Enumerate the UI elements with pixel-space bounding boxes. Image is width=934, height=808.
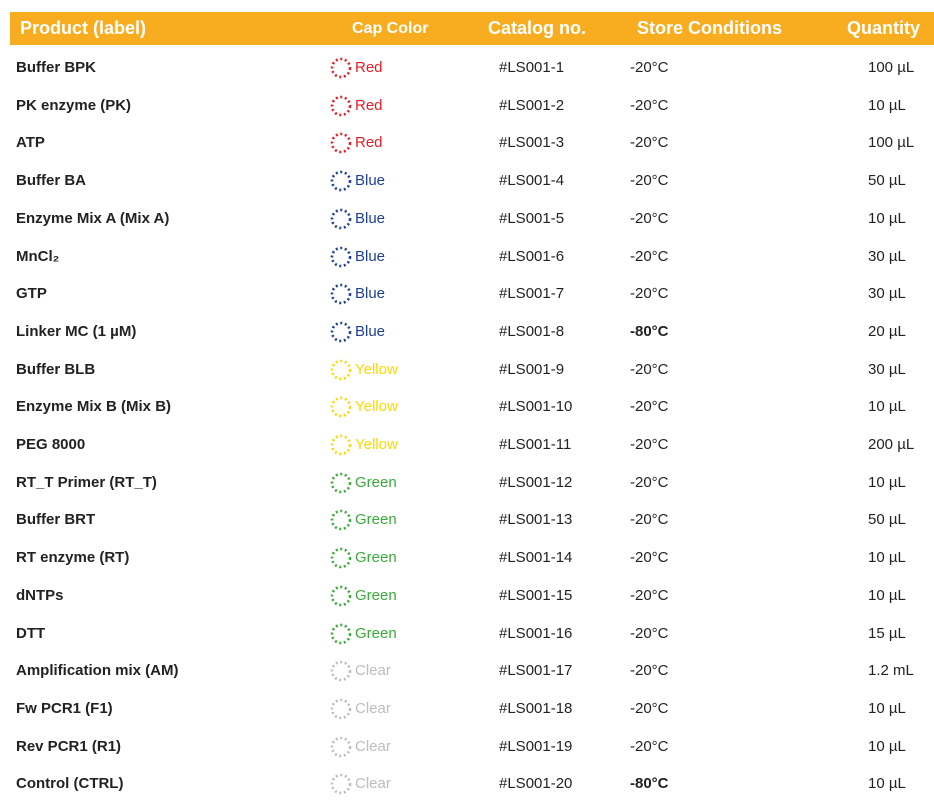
cap-color-label: Red: [355, 134, 383, 152]
quantity: 10 µL: [868, 586, 906, 604]
cap-color-label: Clear: [355, 662, 391, 680]
store-condition: -20°C: [630, 473, 669, 491]
catalog-number: #LS001-9: [499, 360, 565, 378]
quantity: 30 µL: [868, 360, 906, 378]
quantity: 10 µL: [868, 737, 906, 755]
table-row: [0, 465, 934, 501]
table-row: [0, 314, 934, 350]
quantity: 20 µL: [868, 322, 906, 340]
cap-ring-icon: [330, 359, 352, 381]
catalog-number: #LS001-15: [499, 586, 573, 604]
product-name: Enzyme Mix A (Mix A): [16, 209, 170, 227]
quantity: 50 µL: [868, 511, 906, 529]
cap-ring-icon: [330, 95, 352, 117]
cap-color-label: Yellow: [355, 436, 398, 453]
header-quantity: Quantity: [847, 18, 921, 38]
cap-ring-icon: [330, 321, 352, 343]
cap-color-label: Green: [355, 586, 397, 604]
table-row: [0, 766, 934, 802]
cap-color-label: Red: [355, 96, 383, 114]
cap-ring-icon: [330, 472, 352, 494]
store-condition: -20°C: [630, 737, 669, 755]
product-name: ATP: [16, 134, 45, 152]
cap-ring-icon: [330, 585, 352, 607]
cap-ring-icon: [330, 623, 352, 645]
catalog-number: #LS001-1: [499, 59, 565, 76]
cap-color-label: Green: [355, 473, 397, 491]
catalog-number: #LS001-14: [499, 549, 573, 567]
product-name: RT_T Primer (RT_T): [16, 473, 157, 491]
catalog-number: #LS001-2: [499, 96, 565, 114]
quantity: 10 µL: [868, 209, 906, 227]
cap-color-label: Clear: [355, 775, 391, 793]
cap-ring-icon: [330, 396, 352, 418]
cap-ring-icon: [330, 208, 352, 230]
product-name: Buffer BPK: [16, 59, 97, 76]
table-row: [0, 88, 934, 124]
table-row: [0, 352, 934, 388]
quantity: 1.2 mL: [868, 662, 914, 680]
quantity: 10 µL: [868, 398, 906, 416]
product-name: Control (CTRL): [16, 775, 124, 793]
catalog-number: #LS001-4: [499, 172, 565, 190]
quantity: 10 µL: [868, 775, 906, 793]
table-row: [0, 163, 934, 199]
catalog-number: #LS001-10: [499, 398, 573, 416]
catalog-number: #LS001-20: [499, 775, 573, 793]
table-row: [0, 502, 934, 538]
cap-color-label: Red: [355, 59, 383, 76]
product-name: DTT: [16, 624, 46, 642]
product-name: RT enzyme (RT): [16, 549, 130, 567]
catalog-number: #LS001-16: [499, 624, 573, 642]
table-row: [0, 276, 934, 312]
cap-color-label: Blue: [355, 285, 386, 303]
table-row: [0, 50, 934, 86]
quantity: 10 µL: [868, 549, 906, 567]
cap-color-label: Blue: [355, 322, 386, 340]
product-name: Amplification mix (AM): [16, 662, 179, 680]
product-name: Enzyme Mix B (Mix B): [16, 398, 172, 416]
quantity: 50 µL: [868, 172, 906, 190]
store-condition: -20°C: [630, 586, 669, 604]
catalog-number: #LS001-5: [499, 209, 565, 227]
header-catalog-no: Catalog no.: [488, 18, 586, 38]
product-name: Buffer BA: [16, 172, 86, 190]
quantity: 10 µL: [868, 96, 906, 114]
table-row: [0, 653, 934, 689]
product-name: GTP: [16, 285, 47, 303]
product-name: Buffer BLB: [16, 360, 96, 378]
product-name: Fw PCR1 (F1): [16, 699, 113, 717]
header-store-conditions: Store Conditions: [637, 18, 782, 38]
store-condition: -20°C: [630, 699, 669, 717]
cap-color-label: Clear: [355, 737, 391, 755]
cap-color-label: Blue: [355, 172, 386, 190]
product-name: Linker MC (1 µM): [16, 322, 137, 340]
table-row: [0, 729, 934, 765]
cap-ring-icon: [330, 736, 352, 758]
store-condition: -20°C: [630, 662, 669, 680]
cap-color-label: Blue: [355, 247, 386, 265]
table-row: [0, 239, 934, 275]
store-condition: -20°C: [630, 360, 669, 378]
table-header: [10, 12, 934, 45]
quantity: 10 µL: [868, 473, 906, 491]
product-name: PEG 8000: [16, 436, 86, 453]
cap-ring-icon: [330, 246, 352, 268]
table-row: [0, 427, 934, 463]
quantity: 30 µL: [868, 285, 906, 303]
store-condition: -20°C: [630, 624, 669, 642]
store-condition: -20°C: [630, 59, 669, 76]
quantity: 100 µL: [868, 134, 915, 152]
store-condition: -20°C: [630, 209, 669, 227]
catalog-number: #LS001-8: [499, 322, 565, 340]
catalog-number: #LS001-19: [499, 737, 573, 755]
cap-ring-icon: [330, 283, 352, 305]
quantity: 30 µL: [868, 247, 906, 265]
store-condition: -20°C: [630, 285, 669, 303]
cap-color-label: Green: [355, 624, 397, 642]
catalog-number: #LS001-18: [499, 699, 573, 717]
table-row: [0, 578, 934, 614]
table-row: [0, 201, 934, 237]
store-condition: -20°C: [630, 549, 669, 567]
cap-ring-icon: [330, 57, 352, 79]
table-row: [0, 125, 934, 161]
product-name: dNTPs: [16, 586, 64, 604]
cap-color-label: Green: [355, 549, 397, 567]
catalog-number: #LS001-11: [499, 436, 572, 453]
catalog-number: #LS001-13: [499, 511, 573, 529]
cap-ring-icon: [330, 434, 352, 456]
catalog-number: #LS001-6: [499, 247, 565, 265]
cap-ring-icon: [330, 698, 352, 720]
quantity: 15 µL: [868, 624, 906, 642]
store-condition: -20°C: [630, 172, 669, 190]
store-condition: -80°C: [630, 775, 669, 793]
catalog-number: #LS001-3: [499, 134, 565, 152]
cap-color-label: Yellow: [355, 398, 398, 416]
header-product: Product (label): [20, 18, 147, 38]
cap-ring-icon: [330, 773, 352, 795]
quantity: 10 µL: [868, 699, 906, 717]
store-condition: -20°C: [630, 398, 669, 416]
store-condition: -20°C: [630, 436, 669, 453]
product-name: MnCl₂: [16, 247, 60, 265]
catalog-number: #LS001-7: [499, 285, 565, 303]
quantity: 200 µL: [868, 436, 915, 453]
cap-ring-icon: [330, 547, 352, 569]
product-name: PK enzyme (PK): [16, 96, 132, 114]
cap-color-label: Green: [355, 511, 397, 529]
store-condition: -20°C: [630, 511, 669, 529]
store-condition: -20°C: [630, 134, 669, 152]
store-condition: -20°C: [630, 247, 669, 265]
cap-ring-icon: [330, 660, 352, 682]
catalog-number: #LS001-12: [499, 473, 573, 491]
product-name: Buffer BRT: [16, 511, 96, 529]
cap-color-label: Blue: [355, 209, 386, 227]
product-name: Rev PCR1 (R1): [16, 737, 122, 755]
header-cap-color: Cap Color: [352, 20, 429, 37]
cap-ring-icon: [330, 170, 352, 192]
table-row: [0, 691, 934, 727]
cap-ring-icon: [330, 509, 352, 531]
store-condition: -80°C: [630, 322, 669, 340]
catalog-number: #LS001-17: [499, 662, 573, 680]
cap-color-label: Yellow: [355, 360, 398, 378]
table-row: [0, 389, 934, 425]
cap-color-label: Clear: [355, 699, 391, 717]
store-condition: -20°C: [630, 96, 669, 114]
quantity: 100 µL: [868, 59, 915, 76]
table-row: [0, 616, 934, 652]
cap-ring-icon: [330, 132, 352, 154]
table-row: [0, 540, 934, 576]
